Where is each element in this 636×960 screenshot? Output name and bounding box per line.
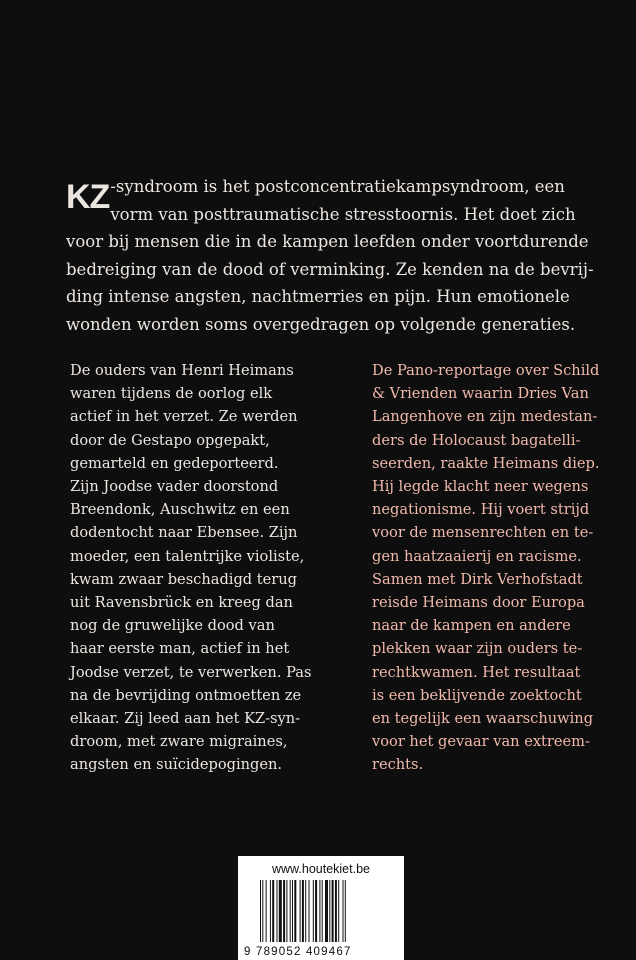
- right-line: rechts.: [372, 756, 424, 774]
- barcode-bar: [294, 880, 296, 942]
- barcode-bar: [302, 880, 304, 942]
- intro-line: -syndroom is het postconcentratiekampsyndroom, een: [110, 177, 565, 196]
- right-line: en tegelijk een waarschuwing: [372, 710, 594, 728]
- left-line: door de Gestapo opgepakt,: [70, 431, 270, 449]
- intro-line: ding intense angsten, nachtmerries en pijn. Hun emotionele: [66, 287, 570, 307]
- barcode-bar: [332, 880, 334, 942]
- left-line: dodentocht naar Ebensee. Zijn: [70, 524, 298, 542]
- barcode-bar: [279, 880, 282, 942]
- barcode-bar: [290, 880, 291, 942]
- left-line: nog de gruwelijke dood van: [70, 617, 275, 635]
- barcode-bar: [286, 880, 287, 942]
- right-line: negationisme. Hij voert strijd: [372, 501, 590, 519]
- right-line: ders de Holocaust bagatelli-: [372, 431, 581, 449]
- left-line: waren tijdens de oorlog elk: [70, 385, 273, 403]
- right-line: De Pano-reportage over Schild: [372, 362, 600, 379]
- right-line: seerden, raakte Heimans diep.: [372, 454, 600, 472]
- barcode-bar: [329, 880, 330, 942]
- barcode-bar: [319, 880, 320, 942]
- barcode-bar: [300, 880, 301, 942]
- barcode-bar: [283, 880, 285, 942]
- right-line: voor het gevaar van extreem-: [372, 733, 590, 751]
- left-line: uit Ravensbrück en kreeg dan: [70, 594, 293, 612]
- left-line: na de bevrijding ontmoetten ze: [70, 686, 302, 704]
- barcode-bar: [292, 880, 293, 942]
- barcode-bar: [266, 880, 267, 942]
- left-line: actief in het verzet. Ze werden: [70, 408, 298, 426]
- left-line: haar eerste man, actief in het: [70, 640, 290, 658]
- barcode-bar: [325, 880, 328, 942]
- barcode-bar: [315, 880, 317, 942]
- right-line: naar de kampen en andere: [372, 617, 571, 635]
- barcode-bar: [260, 880, 261, 942]
- isbn-number: 9 789052 409467: [244, 946, 352, 958]
- intro-paragraph: [66, 173, 594, 339]
- barcode-bar: [335, 880, 337, 942]
- left-line: angsten en suïcidepogingen.: [70, 756, 283, 774]
- left-line: Zijn Joodse vader doorstond: [70, 478, 279, 496]
- barcode-bar: [305, 880, 306, 942]
- barcode-bar: [277, 880, 278, 942]
- barcode-box: [238, 856, 404, 960]
- intro-line: voor bij mensen die in de kampen leefden onder voortdurende: [66, 232, 589, 252]
- intro-line: vorm van posttraumatische stresstoornis. Het doet zich: [110, 204, 576, 224]
- barcode-bar: [322, 880, 323, 942]
- left-line: kwam zwaar beschadigd terug: [70, 570, 298, 588]
- right-column-text: [372, 359, 598, 777]
- right-line: rechtkwamen. Het resultaat: [372, 663, 581, 681]
- left-line: Joodse verzet, te verwerken. Pas: [70, 663, 312, 681]
- right-line: Langenhove en zijn medestan-: [372, 408, 598, 426]
- barcode-bar: [262, 880, 263, 942]
- left-line: Breendonk, Auschwitz en een: [70, 501, 290, 519]
- left-line: droom, met zware migraines,: [70, 733, 288, 751]
- right-line: is een beklijvende zoektocht: [372, 686, 582, 704]
- barcode-bar: [309, 880, 310, 942]
- barcode-bar: [313, 880, 314, 942]
- right-line: reisde Heimans door Europa: [372, 594, 585, 612]
- barcode-bar: [345, 880, 346, 942]
- left-line: gemarteld en gedeporteerd.: [70, 454, 279, 472]
- left-line: De ouders van Henri Heimans: [70, 362, 294, 379]
- right-line: plekken waar zijn ouders te-: [372, 640, 583, 658]
- right-line: gen haatzaaierij en racisme.: [372, 547, 582, 565]
- dropcap-kz: KZ: [66, 178, 110, 216]
- barcode-bar: [272, 880, 274, 942]
- right-line: Samen met Dirk Verhofstadt: [372, 570, 583, 588]
- intro-line: wonden worden soms overgedragen op volgende generaties.: [66, 314, 576, 334]
- right-line: voor de mensenrechten en te-: [372, 524, 594, 542]
- barcode-bar: [343, 880, 344, 942]
- right-line: Hij legde klacht neer wegens: [372, 478, 589, 496]
- barcode-bar: [338, 880, 339, 942]
- left-column-text: [70, 359, 312, 777]
- left-line: moeder, een talentrijke violiste,: [70, 547, 305, 565]
- barcode-bars: [260, 880, 382, 942]
- left-line: elkaar. Zij leed aan het KZ-syn-: [70, 710, 301, 728]
- publisher-url: www.houtekiet.be: [272, 862, 370, 876]
- intro-line: bedreiging van de dood of verminking. Ze kenden na de bevrij-: [66, 259, 594, 279]
- barcode-bar: [270, 880, 271, 942]
- right-line: & Vrienden waarin Dries Van: [372, 385, 589, 403]
